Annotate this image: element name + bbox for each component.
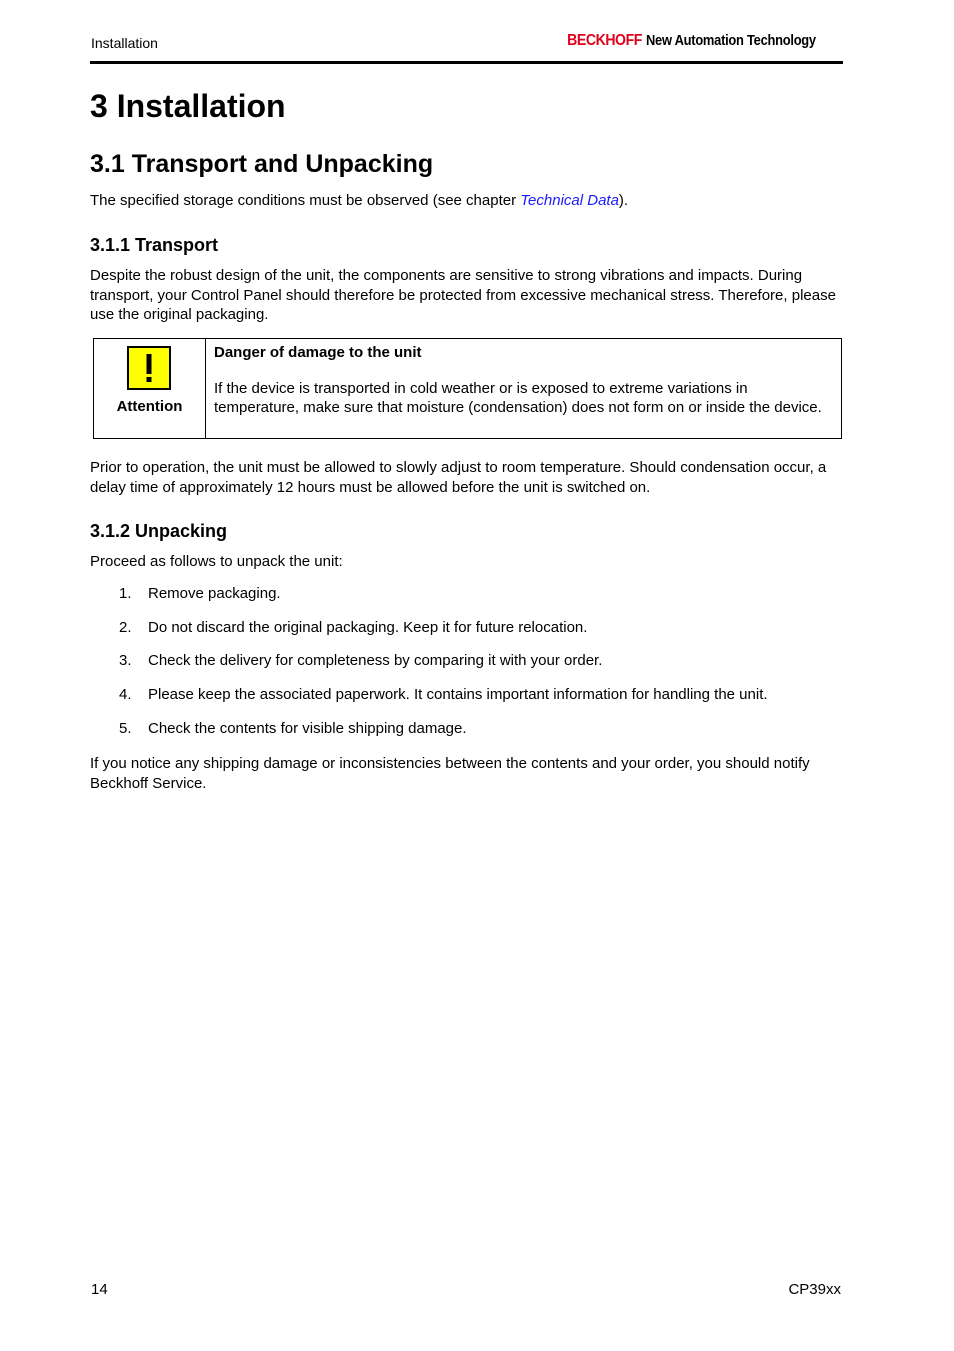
step-text: Do not discard the original packaging. Keep it for future relocation. bbox=[148, 618, 588, 636]
step-text: Check the delivery for completeness by comparing it with your order. bbox=[148, 652, 603, 670]
step-number: 5. bbox=[119, 719, 132, 737]
exclamation-warning-icon bbox=[127, 346, 171, 390]
notice-body: If the device is transported in cold weather or is exposed to extreme variations in temperature, make sure that moisture (condensation) does not form on or inside the device. bbox=[214, 379, 822, 416]
intro-end: ). bbox=[618, 192, 629, 209]
notice-content bbox=[206, 339, 841, 438]
logo-brand: BECKHOFF bbox=[566, 32, 642, 49]
step-number: 3. bbox=[119, 652, 132, 670]
transport-title: 3.1.1 Transport bbox=[90, 235, 219, 255]
technical-data-link[interactable]: Technical Data bbox=[520, 192, 619, 209]
notice-title: Danger of damage to the unit bbox=[214, 344, 422, 361]
step-number: 1. bbox=[119, 585, 132, 602]
unpacking-intro: Proceed as follows to unpack the unit: bbox=[90, 553, 343, 570]
unpacking-title: 3.1.2 Unpacking bbox=[90, 521, 228, 541]
step-text: Check the contents for visible shipping damage. bbox=[148, 719, 467, 737]
page-header bbox=[90, 30, 843, 64]
header-section-title: Installation bbox=[91, 35, 158, 51]
step-number: 2. bbox=[119, 618, 132, 636]
section-intro bbox=[90, 191, 840, 211]
step-text: Remove packaging. bbox=[148, 585, 281, 602]
intro-text: The specified storage conditions must be observed (see chapter bbox=[90, 192, 521, 209]
transport-paragraph: Despite the robust design of the unit, the components are sensitive to strong vibrations and impacts. During transport, your Control Panel should therefore be protected from excessive mechanical stress. Therefore, please use the original packaging. bbox=[90, 267, 836, 323]
section-title: 3.1 Transport and Unpacking bbox=[90, 150, 434, 178]
logo-tagline: New Automation Technology bbox=[645, 32, 816, 49]
page-number: 14 bbox=[91, 1281, 108, 1298]
step-number: 4. bbox=[119, 686, 132, 704]
document-name: CP39xx bbox=[788, 1281, 841, 1298]
condensation-paragraph: Prior to operation, the unit must be allowed to slowly adjust to room temperature. Should condensation occur, a delay time of approximately 12 hours must be allowed before the unit is switched on. bbox=[90, 459, 827, 496]
notice-icon-cell bbox=[94, 339, 206, 438]
closing-paragraph: If you notice any shipping damage or inconsistencies between the contents and your order, you should notify Beckhoff Service. bbox=[90, 755, 810, 792]
attention-notice bbox=[93, 338, 842, 439]
step-text: Please keep the associated paperwork. It contains important information for handling the unit. bbox=[148, 686, 768, 704]
beckhoff-logo bbox=[557, 32, 843, 50]
notice-label: Attention bbox=[116, 398, 183, 415]
chapter-title: 3 Installation bbox=[90, 88, 286, 124]
